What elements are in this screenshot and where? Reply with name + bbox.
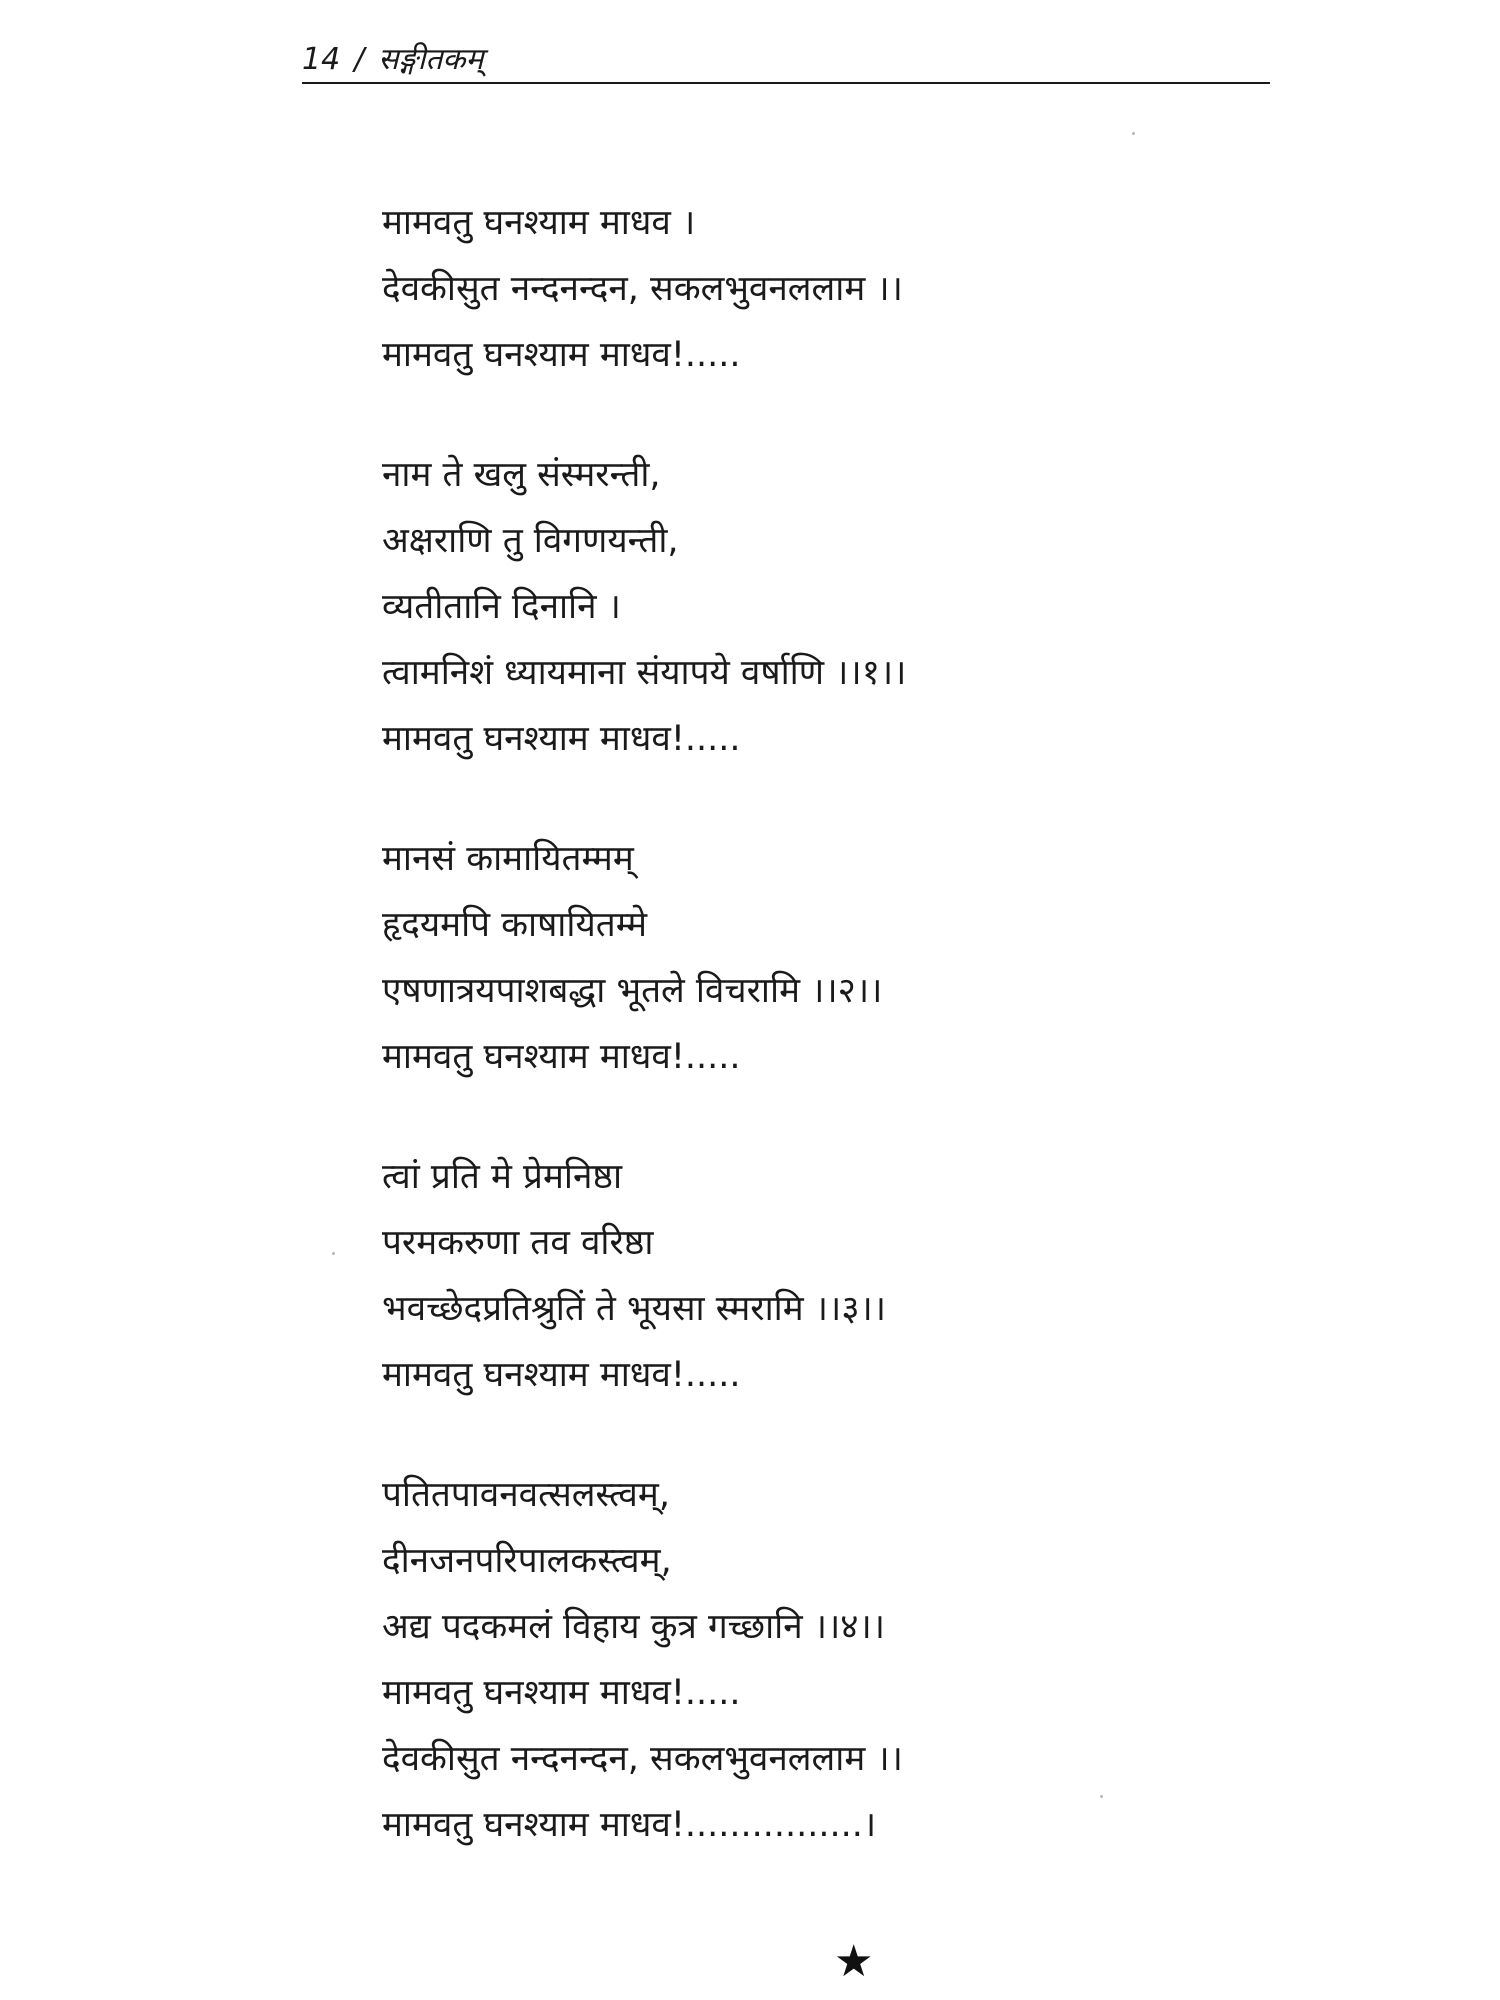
stanza-2-line-2: हृदयमपि काषायितम्मे xyxy=(382,905,648,945)
stanza-1-line-4: त्वामनिशं ध्यायमाना संयापये वर्षाणि ।।१।। xyxy=(382,653,907,693)
stanza-4 xyxy=(382,1462,1282,1858)
page-header xyxy=(302,38,1270,84)
poem-body xyxy=(382,190,1282,1858)
stanza-4-line-2: दीनजनपरिपालकस्त्वम्, xyxy=(382,1541,672,1581)
refrain-stanza xyxy=(382,190,1282,388)
scan-speck xyxy=(1132,132,1135,135)
stanza-3-line-3: भवच्छेदप्रतिश्रुतिं ते भूयसा स्मरामि ।।३।। xyxy=(382,1289,887,1329)
stanza-4-refrain-1: मामवतु घनश्याम माधव!..... xyxy=(382,1673,741,1713)
refrain-line-2: देवकीसुत नन्दनन्दन, सकलभुवनललाम ।। xyxy=(382,269,903,309)
stanza-4-line-3: अद्य पदकमलं विहाय कुत्र गच्छानि ।।४।। xyxy=(382,1607,886,1647)
stanza-1-line-3: व्यतीतानि दिनानि । xyxy=(382,587,621,627)
refrain-line-1: मामवतु घनश्याम माधव । xyxy=(382,203,696,243)
stanza-2-refrain: मामवतु घनश्याम माधव!..... xyxy=(382,1037,741,1077)
stanza-1 xyxy=(382,442,1282,772)
stanza-4-refrain-2: देवकीसुत नन्दनन्दन, सकलभुवनललाम ।। xyxy=(382,1739,903,1779)
stanza-1-refrain: मामवतु घनश्याम माधव!..... xyxy=(382,719,741,759)
end-star-icon: ★ xyxy=(834,1936,874,1987)
scan-speck xyxy=(1100,1795,1103,1798)
stanza-1-line-2: अक्षराणि तु विगणयन्ती, xyxy=(382,521,679,561)
stanza-3-refrain: मामवतु घनश्याम माधव!..... xyxy=(382,1355,741,1395)
scan-speck xyxy=(332,1252,335,1255)
refrain-line-3: मामवतु घनश्याम माधव!..... xyxy=(382,335,741,375)
stanza-2 xyxy=(382,826,1282,1090)
stanza-3-line-2: परमकरुणा तव वरिष्ठा xyxy=(382,1223,654,1263)
stanza-4-line-1: पतितपावनवत्सलस्त्वम्, xyxy=(382,1475,670,1515)
header-separator: / xyxy=(354,42,365,77)
page-number: 14 xyxy=(302,42,341,77)
stanza-3 xyxy=(382,1144,1282,1408)
stanza-2-line-1: मानसं कामायितम्मम् xyxy=(382,839,634,879)
stanza-2-line-3: एषणात्रयपाशबद्धा भूतले विचरामि ।।२।। xyxy=(382,971,883,1011)
book-title: सङ्गीतकम् xyxy=(378,42,484,77)
stanza-4-refrain-3: मामवतु घनश्याम माधव!................। xyxy=(382,1805,877,1845)
stanza-1-line-1: नाम ते खलु संस्मरन्ती, xyxy=(382,455,661,495)
stanza-3-line-1: त्वां प्रति मे प्रेमनिष्ठा xyxy=(382,1157,623,1197)
